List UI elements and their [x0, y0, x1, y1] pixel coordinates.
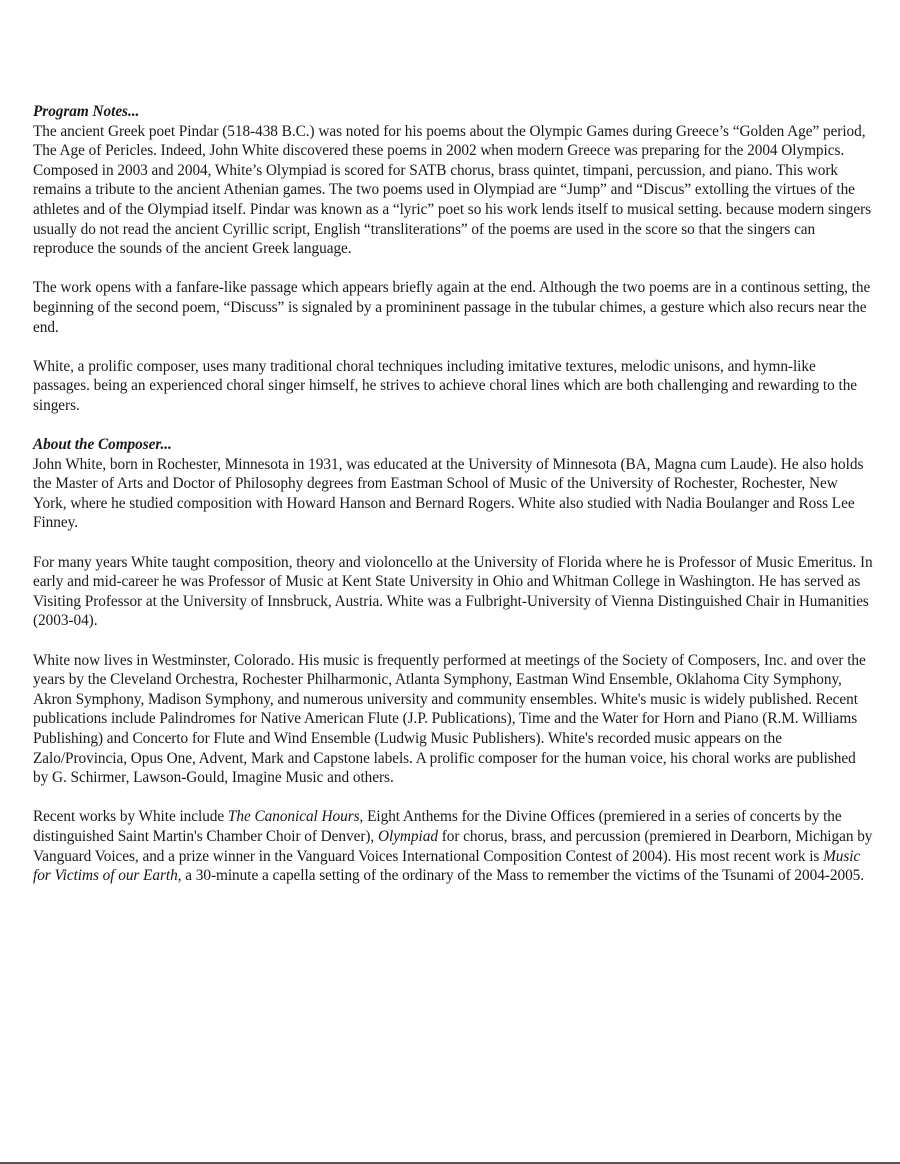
recent-works-paragraph: [33, 807, 873, 885]
work-title-music-for-victims: Music for Victims of our Earth: [33, 847, 861, 885]
work-title-olympiad: Olympiad: [378, 827, 438, 845]
about-composer-paragraph-1: John White, born in Rochester, Minnesota in 1931, was educated at the University of Minnesota (BA, Magna cum Laude). He also holds the Master of Arts and Doctor of Philosophy degrees from Eastman School of Music of the University of Rochester, Rochester, New York, where he studied composition with Howard Hanson and Bernard Rogers. White also studied with Nadia Boulanger and Ross Lee Finney.: [33, 455, 864, 532]
about-composer-paragraph-3: White now lives in Westminster, Colorado. His music is frequently performed at meetings of the Society of Composers, Inc. and over the years by the Cleveland Orchestra, Rochester Philharmonic, Atlanta Symphony, Eastman Wind Ensemble, Oklahoma City Symphony, Akron Symphony, Madison Symphony, and numerous university and community ensembles. White's music is widely published. Recent publications include Palindromes for Native American Flute (J.P. Publications), Time and the Water for Horn and Piano (R.M. Williams Publishing) and Concerto for Flute and Wind Ensemble (Ludwig Music Publishers). White's recorded music appears on the Zalo/Provincia, Opus One, Advent, Mark and Capstone labels. A prolific composer for the human voice, his choral works are published by G. Schirmer, Lawson-Gould, Imagine Music and others.: [33, 651, 866, 787]
recent-works-text-3: for chorus, brass, and percussion (premiered in Dearborn, Michigan by Vanguard Voices, and a prize winner in the Vanguard Voices International Composition Contest of 2004). His most recent work is: [33, 827, 873, 865]
program-notes-paragraph-2: The work opens with a fanfare-like passage which appears briefly again at the end. Although the two poems are in a continous setting, the beginning of the second poem, “Discuss” is signaled by a promininent passage in the tubular chimes, a gesture which also recurs near the end.: [33, 279, 871, 336]
about-composer-heading: About the Composer...: [33, 436, 172, 454]
document-page: [33, 102, 873, 905]
program-notes-paragraph-1: The ancient Greek poet Pindar (518-438 B.C.) was noted for his poems about the Olympic Games during Greece’s “Golden Age” period, The Age of Pericles. Indeed, John White discovered these poems in 2002 when modern Greece was preparing for the 2004 Olympics. Composed in 2003 and 2004, White’s Olympiad is scored for SATB chorus, brass quintet, timpani, percussion, and piano. This work remains a tribute to the ancient Athenian games. The two poems used in Olympiad are “Jump” and “Discus” extolling the virtues of the athletes and of the Olympiad itself. Pindar was known as a “lyric” poet so his work lends itself to musical setting. because modern singers usually do not read the ancient Cyrillic script, English “transliterations” of the poems are used in the score so that the singers can reproduce the sounds of the ancient Greek language.: [33, 122, 872, 258]
recent-works-text-4: , a 30-minute a capella setting of the ordinary of the Mass to remember the victims of the Tsunami of 2004-2005.: [177, 867, 865, 885]
program-notes-heading: Program Notes...: [33, 103, 140, 120]
program-notes-paragraph-3: White, a prolific composer, uses many traditional choral techniques including imitative textures, melodic unisons, and hymn-like passages. being an experienced choral singer himself, he strives to achieve choral lines which are both challenging and rewarding to the singers.: [33, 357, 858, 414]
recent-works-text-1: Recent works by White include: [33, 808, 228, 826]
about-composer-paragraph-2: For many years White taught composition, theory and violoncello at the University of Florida where he is Professor of Music Emeritus. In early and mid-career he was Professor of Music at Kent State University in Ohio and Whitman College in Washington. He has served as Visiting Professor at the University of Innsbruck, Austria. White was a Fulbright-University of Vienna Distinguished Chair in Humanities (2003-04).: [33, 553, 873, 630]
recent-works-text-2: , Eight Anthems for the Divine Offices (premiered in a series of concerts by the distinguished Saint Martin's Chamber Choir of Denver),: [33, 808, 842, 845]
work-title-canonical-hours: The Canonical Hours: [227, 808, 360, 826]
